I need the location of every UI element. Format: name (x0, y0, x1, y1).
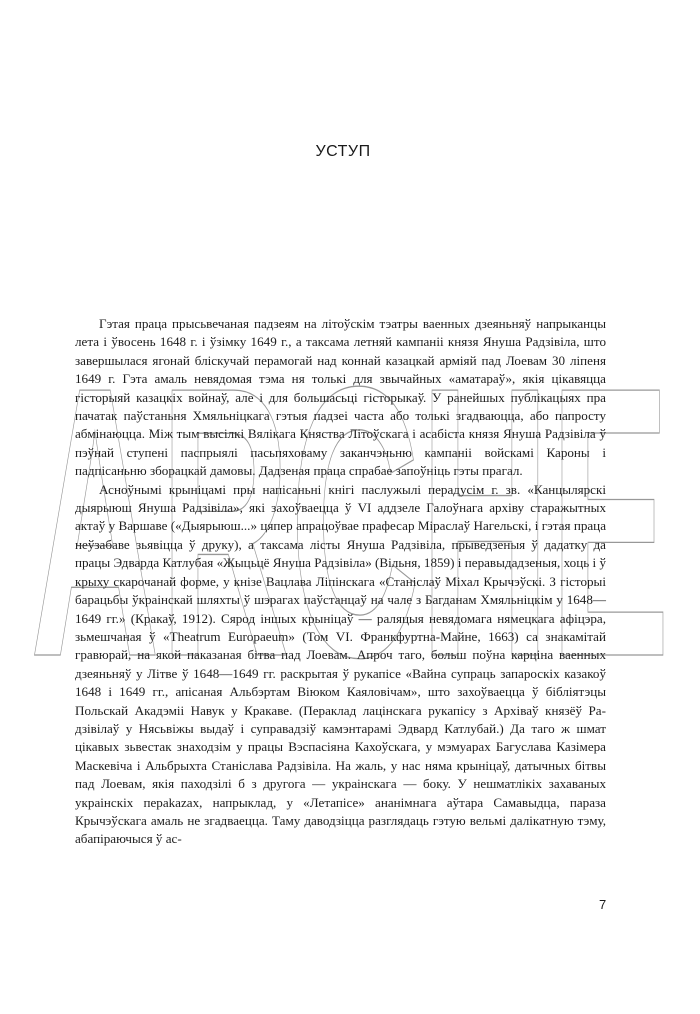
body-text (75, 315, 606, 849)
page-number: 7 (599, 897, 607, 912)
paragraph-1: Гэтая праца прысьвечаная падзеям на літоўскім тэатры ваенных дзеяньняў напрыканцы лета і ўвосень 1648 г. і ўзімку 1649 г., а таксама летняй кампаніі князя Януша Радзівіла, што завершылася ягонай бліскучай перамогай над коннай казацкай арміяй пад Лоевам 30 ліпеня 1649 г. Гэта амаль невядомая тэма ня толькі для звычайных «аматараў», якія цікавяцца гісторыяй казацкіх войнаў, але і для большасьці гісторыкаў. У ранейшых публікацыях пра пачатак паўстаньня Хмяльніцкага гэтыя падзеі часта або толькі згадваюцца, або папросту абмінаюцца. Між тым высілкі Вялікага Княства Літоўскага і асабіста князя Януша Радзівіла ў пэўнай ступені паспрыялі пасьпяховаму заканчэньню кампаніі войскамі Кароны і падпісаньню зборацкай дамовы. Дадзеная праца спрабае запоўніць гэты прагал. (75, 316, 606, 479)
paragraph-2: Асноўнымі крыніцамі пры напісаньні кнігі паслужылі перадусім г. зв. «Канцылярскі дыярыюш Януша Радзівіла», які захоўваецца ў VI аддзеле Галоўнага архіву старажытных актаў у Варшаве («Дыярыюш...» цяпер апрацоўвае прафесар Міраслаў Нагельскі, і гэтая праца неўзабаве зьявіцца ў друку), а таксама лісты Януша Радзівіла, прыведзеныя ў дадатку да працы Эдварда Катлубая «Жыцьцё Януша Радзівіла» (Вільня, 1859) і перавыдадзеныя, хоць і ў крыху скарочанай форме, у кнізе Вацлава Ліпінскага «Станіслаў Міхал Крычэўскі. З гісторыі барацьбы ўкраінскай шляхты ў шэрагах паўстанцаў на чале з Багданам Хмяльніцкім у 1648—1649 гг.» (Кракаў, 1912). Сярод іншых крыніцаў — раляцыя невядомага нямецкага афіцэра, зьмешчаная ў «Theatrum Europaeum» (Том VI. Франкфуртна-Майне, 1663) са знакамітай гравюрай, на якой паказаная бітва пад Лоевам. Апроч таго, больш поўна карціна ваенных дзеяньняў у Літве ў 1648—1649 гг. раскрытая ў рукапісе «Вайна супраць запароскіх казакоў 1648 і 1649 гг., апісаная Альбэртам Віюком Каяловічам», што захоўваецца ў бібліятэцы Польскай Акадэміі Навук у Кракаве. (Пераклад лацінскага рукапісу з Архіваў князёў Радзівілаў у Нясьвіжы выдаў і суправадзіў камэнтарамі Эдвард Катлубай.) Да таго ж шмат цікавых зьвестак знаходзім у працы Вэспасіяна Кахоўскага, у мэмуарах Багуслава Казімера Маскевіча і Альбрыхта Станіслава Радзівіла. На жаль, у нас няма крыніцаў, датычных бітвы пад Лоевам, якія паходзілі б з другога — украінскага — боку. У нешматлікіх захаваных украінскіх перakazах, напрыклад, у «Летапісе» ананімнага аўтара Самавыдца, параза Крычэўскага амаль не згадваецца. Таму даводзіцца разглядаць гэтую вельмі далікатную тэму, абапіраючыся ў ас- (75, 481, 606, 847)
watermark-text: ARCHE (30, 306, 670, 737)
chapter-title: УСТУП (315, 143, 371, 160)
